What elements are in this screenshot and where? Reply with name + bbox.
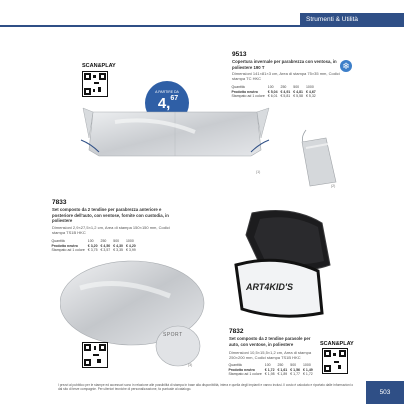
scan-play-label: SCAN&PLAY bbox=[320, 341, 354, 347]
price-table: Quantità 100 250 500 1000 Prodotto neutro € 5,04 € 4,91 € 4,81 € 4,67 Stampato ad 1 colore € 6,01 € 5,81 € 5,58 € 5,32 bbox=[231, 85, 316, 98]
product-title: Set composto da 2 tendine per parabrezza anteriore e posteriore dell'auto, con ventose, fornite con custodia, in poliestere bbox=[52, 207, 169, 223]
price-badge-value: 4,67 bbox=[157, 95, 179, 112]
product-description: Dimensioni 2,9×27,5×1,2 cm, Area di stampa 150×150 mm, Codici stampa TS1B HKC bbox=[52, 225, 170, 236]
product-code: 9513 bbox=[232, 51, 247, 58]
price-table: Quantità 100 250 500 1000 Prodotto neutro € 1,72 € 1,61 € 1,56 € 1,49 Stampato ad 1 colore € 1,98 € 1,89 € 1,77 € 1,72 bbox=[228, 363, 313, 376]
shade-print-text: ART4KID'S bbox=[246, 282, 293, 292]
storage-pouch-image bbox=[292, 124, 340, 190]
product-code: 7832 bbox=[229, 328, 244, 335]
qr-code-icon[interactable] bbox=[82, 342, 108, 368]
pouch-print-text: SPORT bbox=[163, 332, 183, 338]
price-badge-top: A PARTIRE DA bbox=[155, 90, 179, 94]
scan-play-label: SCAN&PLAY bbox=[82, 63, 116, 69]
side-sunshades-image bbox=[222, 205, 342, 325]
product-code: 7833 bbox=[52, 199, 67, 206]
product-title: Copertura invernale per parabrezza con ventosa, in poliestere 190 T bbox=[232, 59, 337, 70]
page-number: 503 bbox=[366, 381, 404, 404]
windshield-cover-image bbox=[75, 92, 275, 180]
section-tab: Strumenti & Utilità bbox=[300, 13, 404, 27]
qr-code-icon[interactable] bbox=[322, 348, 348, 374]
product-title: Set composto da 2 tendine parasole per auto, con ventose, in poliestere bbox=[229, 336, 311, 347]
product-description: Dimensioni 141×81×3 cm, Area di stampa 75×35 mm, Codici stampa TC HKC bbox=[232, 71, 340, 82]
photo-number: (3) bbox=[188, 363, 193, 367]
footer-note: I prezzi al pubblico per le stampe ed accessori sono in relazione alle possibilità di stampa in base alla disponibilità, intera e quella degli impianti e vanno inclusi. Il costo è calcolato e riportato dalle informazioni o dal sito di terze compagnie. Per ulteriori tecniche di personalizzazione, fa puntuale al catalogo. bbox=[58, 383, 354, 392]
snowflake-icon: ❄ bbox=[340, 60, 352, 72]
product-description: Dimensioni 10,5×15,5×1,2 cm, Area di stampa 250×200 mm, Codici stampa TS1B HKC bbox=[229, 350, 312, 361]
photo-number: (1) bbox=[256, 170, 261, 174]
price-table: Quantità 100 250 500 1000 Prodotto neutro € 3,20 € 4,50 € 4,30 € 4,20 Stampato ad 1 colore € 3,75 € 3,57 € 3,35 € 3,99 bbox=[51, 239, 136, 252]
photo-number: (2) bbox=[331, 184, 336, 188]
